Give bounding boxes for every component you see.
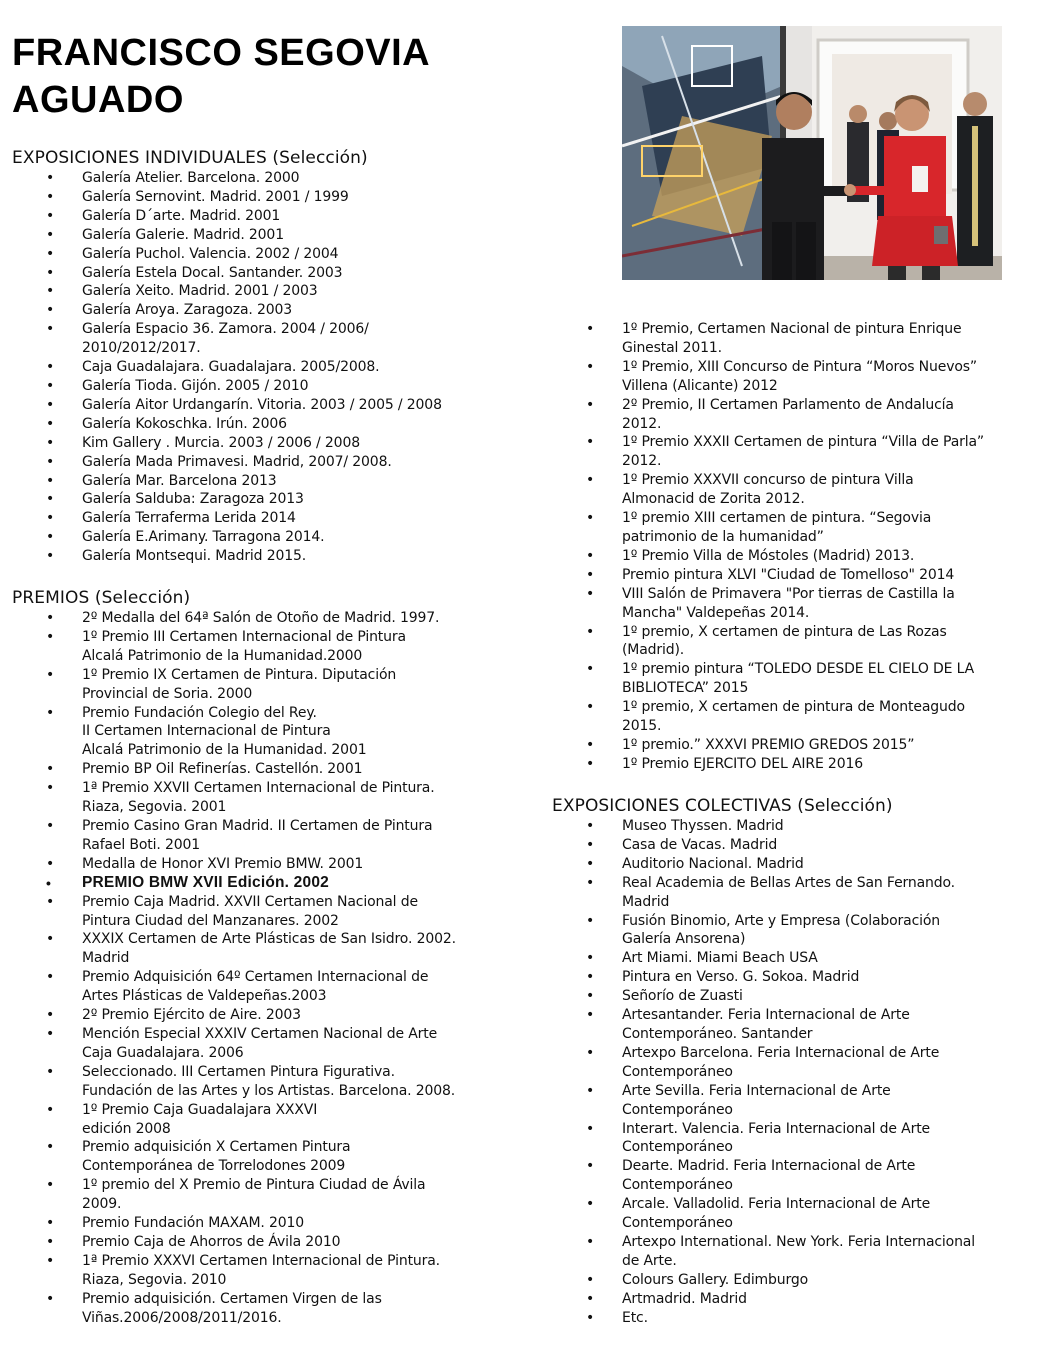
- list-item: [552, 1309, 1030, 1328]
- bullet-icon: •: [586, 1082, 595, 1099]
- bullet-icon: •: [586, 472, 595, 489]
- list-item: [12, 855, 532, 874]
- bullet-icon: •: [586, 623, 595, 640]
- list-item-text: Galería Estela Docal. Santander. 2003: [82, 264, 343, 281]
- list-item: [552, 912, 1030, 950]
- list-item: [552, 855, 1030, 874]
- list-item-text: Galería Xeito. Madrid. 2001 / 2003: [82, 283, 318, 300]
- bullet-icon: •: [586, 969, 595, 986]
- bullet-icon: •: [586, 950, 595, 967]
- list-item: [12, 968, 532, 1006]
- list-item-text: Pintura en Verso. G. Sokoa. Madrid: [622, 969, 860, 986]
- list-item-text: Auditorio Nacional. Madrid: [622, 855, 804, 872]
- bullet-icon: •: [46, 472, 55, 489]
- list-item-text: 1º premio, X certamen de pintura de Las Rozas (Madrid).: [622, 623, 947, 659]
- list-item: [552, 1082, 1030, 1120]
- list-item-text: 1º Premio, Certamen Nacional de pintura Enrique Ginestal 2011.: [622, 321, 962, 356]
- list-item: [12, 169, 532, 188]
- event-photo: [622, 26, 1002, 280]
- bullet-icon: •: [46, 453, 55, 470]
- list-item-text: Premio Fundación MAXAM. 2010: [82, 1215, 305, 1232]
- list-item-text: Galería Aitor Urdangarín. Vitoria. 2003 / 2005 / 2008: [82, 396, 442, 413]
- list-item: [552, 1120, 1030, 1158]
- list-item: [552, 1044, 1030, 1082]
- list-item: [552, 836, 1030, 855]
- bullet-icon: •: [46, 207, 55, 224]
- list-item-text: 1º premio, X certamen de pintura de Monteagudo 2015.: [622, 699, 965, 735]
- list-item: [580, 660, 1030, 698]
- list-item-text: Galería Terraferma Lerida 2014: [82, 510, 296, 527]
- bullet-icon: •: [46, 818, 55, 834]
- bullet-icon: •: [46, 780, 55, 797]
- list-item-text: Fusión Binomio, Arte y Empresa (Colaboración Galería Ansorena): [622, 912, 941, 948]
- bullet-icon: •: [46, 510, 55, 527]
- list-item-text: Artmadrid. Madrid: [622, 1290, 747, 1307]
- list-item-text: Medalla de Honor XVI Premio BMW. 2001: [82, 855, 364, 872]
- list-item: [12, 245, 532, 264]
- list-item-text: Etc.: [622, 1309, 648, 1326]
- bullet-icon: •: [46, 1290, 55, 1307]
- list-item: [12, 415, 532, 434]
- list-item: [12, 1252, 532, 1290]
- list-item-text: 1º Premio Caja Guadalajara XXXVI edición 2008: [82, 1101, 318, 1137]
- list-item: [12, 1290, 532, 1328]
- bullet-icon: •: [46, 226, 55, 243]
- collective-exhibitions-heading: EXPOSICIONES COLECTIVAS (Selección): [552, 796, 893, 816]
- list-item: [12, 1025, 532, 1063]
- list-item: [12, 1006, 532, 1025]
- bullet-icon: •: [586, 1196, 595, 1213]
- bullet-icon: •: [586, 566, 595, 583]
- list-item-text: 1º Premio IX Certamen de Pintura. Diputación Provincial de Soria. 2000: [82, 666, 397, 702]
- list-item: [552, 1233, 1030, 1271]
- list-item-text: Premio Casino Gran Madrid. II Certamen de Pintura Rafael Boti. 2001: [82, 818, 433, 853]
- list-item-text: Galería Montsequi. Madrid 2015.: [82, 548, 307, 565]
- list-item-text: Premio Caja de Ahorros de Ávila 2010: [82, 1233, 341, 1250]
- list-item-text: Mención Especial XXXIV Certamen Nacional de Arte Caja Guadalajara. 2006: [82, 1025, 438, 1061]
- list-item: [12, 1101, 532, 1139]
- list-item-text: Premio Caja Madrid. XXVII Certamen Nacional de Pintura Ciudad del Manzanares. 2002: [82, 893, 418, 929]
- list-item-text: Galería Tioda. Gijón. 2005 / 2010: [82, 377, 309, 394]
- bullet-icon: •: [46, 1233, 55, 1250]
- left-column: [12, 148, 532, 1327]
- list-item-text: Dearte. Madrid. Feria Internacional de Arte Contemporáneo: [622, 1158, 916, 1194]
- bullet-icon: •: [586, 547, 595, 564]
- bullet-icon: •: [586, 396, 595, 413]
- bullet-icon: •: [46, 704, 55, 721]
- list-item-text: 1º Premio XXXVII concurso de pintura Villa Almonacid de Zorita 2012.: [622, 472, 914, 508]
- list-item: [580, 755, 1030, 774]
- bullet-icon: •: [46, 170, 55, 186]
- list-item: [580, 623, 1030, 661]
- list-item: [12, 1233, 532, 1252]
- bullet-icon: •: [46, 245, 55, 262]
- bullet-icon: •: [46, 1252, 55, 1269]
- bullet-icon: •: [586, 434, 595, 451]
- list-item-text: 1º Premio, XIII Concurso de Pintura “Moros Nuevos” Villena (Alicante) 2012: [622, 358, 977, 394]
- bullet-icon: •: [586, 585, 595, 602]
- list-item-text: 1ª Premio XXXVI Certamen Internacional de Pintura. Riaza, Segovia. 2010: [82, 1252, 440, 1288]
- list-item: [552, 1195, 1030, 1233]
- list-item-text: Galería Sernovint. Madrid. 2001 / 1999: [82, 188, 349, 205]
- list-item-text: Caja Guadalajara. Guadalajara. 2005/2008.: [82, 359, 380, 376]
- list-item: [12, 930, 532, 968]
- bullet-icon: •: [46, 321, 55, 338]
- list-item-text: Premio Adquisición 64º Certamen Internacional de Artes Plásticas de Valdepeñas.2003: [82, 969, 429, 1005]
- bullet-icon: •: [46, 529, 55, 546]
- list-item-text: 1º Premio III Certamen Internacional de Pintura Alcalá Patrimonio de la Humanidad.2000: [82, 628, 406, 664]
- bullet-icon: •: [46, 610, 55, 627]
- list-item: [580, 509, 1030, 547]
- bullet-icon: •: [586, 836, 595, 853]
- bullet-icon: •: [46, 264, 55, 281]
- list-item: [12, 528, 532, 547]
- list-item-text: Art Miami. Miami Beach USA: [622, 950, 818, 967]
- list-item-text: XXXIX Certamen de Arte Plásticas de San Isidro. 2002. Madrid: [82, 931, 456, 967]
- bullet-icon: •: [586, 321, 595, 337]
- bullet-icon: •: [46, 548, 55, 565]
- bullet-icon: •: [586, 661, 595, 678]
- list-item-text: Interart. Valencia. Feria Internacional de Arte Contemporáneo: [622, 1120, 931, 1156]
- list-item: [552, 949, 1030, 968]
- list-item-text: 1º Premio XXXII Certamen de pintura “Villa de Parla” 2012.: [622, 434, 985, 470]
- list-item: [12, 628, 532, 666]
- list-item: [580, 471, 1030, 509]
- list-item: [552, 1006, 1030, 1044]
- list-item: [12, 609, 532, 628]
- bullet-icon: •: [586, 510, 595, 527]
- bullet-icon: •: [586, 1271, 595, 1288]
- list-item: [12, 282, 532, 301]
- list-item-text: 1º premio del X Premio de Pintura Ciudad de Ávila 2009.: [82, 1177, 426, 1213]
- list-item-text: 1ª Premio XXVII Certamen Internacional de Pintura. Riaza, Segovia. 2001: [82, 780, 435, 816]
- list-item: [552, 968, 1030, 987]
- list-item: [12, 358, 532, 377]
- bullet-icon: •: [46, 415, 55, 432]
- bullet-icon: •: [586, 1044, 595, 1061]
- list-item-text: Premio BP Oil Refinerías. Castellón. 2001: [82, 761, 363, 778]
- bullet-icon: •: [586, 1158, 595, 1175]
- list-item: [580, 547, 1030, 566]
- list-item-text: 1º Premio Villa de Móstoles (Madrid) 2013.: [622, 547, 915, 564]
- list-item-text: Colours Gallery. Edimburgo: [622, 1271, 809, 1288]
- bullet-icon: •: [586, 818, 595, 834]
- list-item: [12, 396, 532, 415]
- list-item-text: Artesantander. Feria Internacional de Arte Contemporáneo. Santander: [622, 1007, 910, 1042]
- individual-exhibitions-list: [12, 169, 532, 566]
- list-item: [12, 1063, 532, 1101]
- list-item: [12, 704, 532, 761]
- list-item: [552, 987, 1030, 1006]
- list-item-text: 2º Premio Ejército de Aire. 2003: [82, 1007, 301, 1024]
- list-item-text: Kim Gallery . Murcia. 2003 / 2006 / 2008: [82, 434, 360, 451]
- bullet-icon: •: [46, 969, 55, 986]
- list-item-text: Galería Atelier. Barcelona. 2000: [82, 170, 300, 186]
- bullet-icon: •: [586, 1309, 595, 1326]
- list-item: [552, 1157, 1030, 1195]
- bullet-icon: •: [46, 1215, 55, 1232]
- bullet-icon: •: [46, 377, 55, 394]
- collective-exhibitions-list: [552, 817, 1030, 1327]
- list-item: [580, 566, 1030, 585]
- list-item: [12, 1176, 532, 1214]
- bullet-icon: •: [586, 1007, 595, 1024]
- bullet-icon: •: [46, 302, 55, 319]
- individual-exhibitions-heading: EXPOSICIONES INDIVIDUALES (Selección): [12, 148, 368, 168]
- bullet-icon: •: [46, 396, 55, 413]
- right-column-awards: [580, 320, 1030, 774]
- bullet-icon: •: [46, 1101, 55, 1118]
- list-item-text: Galería Mar. Barcelona 2013: [82, 472, 277, 489]
- list-item-text: Artexpo International. New York. Feria Internacional de Arte.: [622, 1233, 975, 1269]
- awards-heading: PREMIOS (Selección): [12, 588, 191, 609]
- list-item: [12, 472, 532, 491]
- list-item-text: Casa de Vacas. Madrid: [622, 836, 778, 853]
- list-item: [12, 301, 532, 320]
- list-item: [12, 453, 532, 472]
- event-photo-illustration: [622, 26, 1002, 280]
- list-item-text: 2º Premio, II Certamen Parlamento de Andalucía 2012.: [622, 396, 954, 432]
- list-item: [12, 1214, 532, 1233]
- list-item-text: 1º premio.” XXXVI PREMIO GREDOS 2015”: [622, 736, 915, 753]
- bullet-icon: •: [586, 855, 595, 872]
- list-item: [12, 547, 532, 566]
- list-item: [12, 207, 532, 226]
- list-item-text: 1º premio XIII certamen de pintura. “Segovia patrimonio de la humanidad”: [622, 510, 932, 545]
- bullet-icon: •: [46, 1007, 55, 1024]
- bullet-icon: •: [586, 874, 595, 891]
- bullet-icon: •: [46, 931, 55, 948]
- list-item-text: PREMIO BMW XVII Edición. 2002: [82, 873, 329, 891]
- list-item-text: Real Academia de Bellas Artes de San Fernando. Madrid: [622, 874, 955, 910]
- bullet-icon: •: [586, 1120, 595, 1137]
- list-item: [12, 377, 532, 396]
- list-item-text: Premio adquisición X Certamen Pintura Contemporánea de Torrelodones 2009: [82, 1139, 351, 1175]
- list-item: [12, 188, 532, 207]
- list-item-text: Galería Salduba: Zaragoza 2013: [82, 491, 304, 508]
- list-item-text: Galería Mada Primavesi. Madrid, 2007/ 2008.: [82, 453, 392, 470]
- list-item-text: Galería D´arte. Madrid. 2001: [82, 207, 281, 224]
- bullet-icon: •: [586, 1233, 595, 1250]
- bullet-icon: •: [46, 359, 55, 376]
- list-item-text: Arte Sevilla. Feria Internacional de Arte Contemporáneo: [622, 1082, 891, 1118]
- awards-list-continued: [580, 320, 1030, 774]
- list-item: [580, 585, 1030, 623]
- bullet-icon: •: [586, 358, 595, 375]
- list-item: [552, 1290, 1030, 1309]
- list-item: [12, 1138, 532, 1176]
- list-item-text: Galería Galerie. Madrid. 2001: [82, 226, 284, 243]
- list-item: [580, 433, 1030, 471]
- list-item: [12, 226, 532, 245]
- list-item: [12, 434, 532, 453]
- bullet-icon: •: [46, 874, 52, 891]
- list-item-text: Arcale. Valladolid. Feria Internacional de Arte Contemporáneo: [622, 1196, 931, 1232]
- list-item: [12, 509, 532, 528]
- list-item: [12, 817, 532, 855]
- list-item: [580, 358, 1030, 396]
- list-item: [580, 698, 1030, 736]
- bullet-icon: •: [46, 1025, 55, 1042]
- list-item: [12, 779, 532, 817]
- bullet-icon: •: [46, 893, 55, 910]
- list-item: [12, 264, 532, 283]
- bullet-icon: •: [586, 699, 595, 716]
- bullet-icon: •: [46, 628, 55, 645]
- awards-list: [12, 609, 532, 1327]
- list-item: [580, 320, 1030, 358]
- bullet-icon: •: [46, 1177, 55, 1194]
- list-item-text: Galería E.Arimany. Tarragona 2014.: [82, 529, 325, 546]
- list-item-text: 1º premio pintura “TOLEDO DESDE EL CIELO DE LA BIBLIOTECA” 2015: [622, 661, 975, 697]
- list-item: [12, 320, 532, 358]
- list-item-text: 1º Premio EJERCITO DEL AIRE 2016: [622, 755, 863, 772]
- bullet-icon: •: [586, 1290, 595, 1307]
- list-item: [552, 817, 1030, 836]
- list-item-text: Galería Puchol. Valencia. 2002 / 2004: [82, 245, 339, 262]
- list-item-text: Premio adquisición. Certamen Virgen de las Viñas.2006/2008/2011/2016.: [82, 1290, 382, 1326]
- bullet-icon: •: [586, 755, 595, 772]
- bullet-icon: •: [46, 491, 55, 508]
- list-item-text: Galería Kokoschka. Irún. 2006: [82, 415, 287, 432]
- bullet-icon: •: [46, 1063, 55, 1080]
- bullet-icon: •: [46, 666, 55, 683]
- list-item: [552, 1271, 1030, 1290]
- list-item-text: Galería Aroya. Zaragoza. 2003: [82, 302, 293, 319]
- list-item: [12, 666, 532, 704]
- bullet-icon: •: [46, 1139, 55, 1156]
- bullet-icon: •: [46, 434, 55, 451]
- bullet-icon: •: [46, 188, 55, 205]
- list-item-text: Premio pintura XLVI "Ciudad de Tomelloso" 2014: [622, 566, 955, 583]
- list-item: [580, 396, 1030, 434]
- bullet-icon: •: [586, 988, 595, 1005]
- list-item: [580, 736, 1030, 755]
- list-item-text: Seleccionado. III Certamen Pintura Figurativa. Fundación de las Artes y los Artistas. Barcelona. 2008.: [82, 1063, 456, 1099]
- list-item-text: 2º Medalla del 64ª Salón de Otoño de Madrid. 1997.: [82, 610, 440, 627]
- list-item-text: VIII Salón de Primavera "Por tierras de Castilla la Mancha" Valdepeñas 2014.: [622, 585, 955, 621]
- list-item-text: Galería Espacio 36. Zamora. 2004 / 2006/ 2010/2012/2017.: [82, 321, 369, 357]
- list-item-highlight: [12, 874, 532, 893]
- list-item-text: Premio Fundación Colegio del Rey. II Certamen Internacional de Pintura Alcalá Patrimonio de la Humanidad. 2001: [82, 704, 367, 759]
- list-item: [12, 760, 532, 779]
- bullet-icon: •: [46, 761, 55, 778]
- list-item: [12, 490, 532, 509]
- list-item-text: Artexpo Barcelona. Feria Internacional de Arte Contemporáneo: [622, 1044, 940, 1080]
- bullet-icon: •: [586, 912, 595, 929]
- page-title: FRANCISCO SEGOVIA AGUADO: [12, 32, 431, 121]
- bullet-icon: •: [46, 283, 55, 300]
- bullet-icon: •: [46, 855, 55, 872]
- list-item-text: Señorío de Zuasti: [622, 988, 743, 1005]
- bullet-icon: •: [586, 736, 595, 753]
- list-item: [12, 893, 532, 931]
- list-item: [552, 874, 1030, 912]
- right-column-collective: [552, 796, 1030, 1327]
- list-item-text: Museo Thyssen. Madrid: [622, 818, 784, 834]
